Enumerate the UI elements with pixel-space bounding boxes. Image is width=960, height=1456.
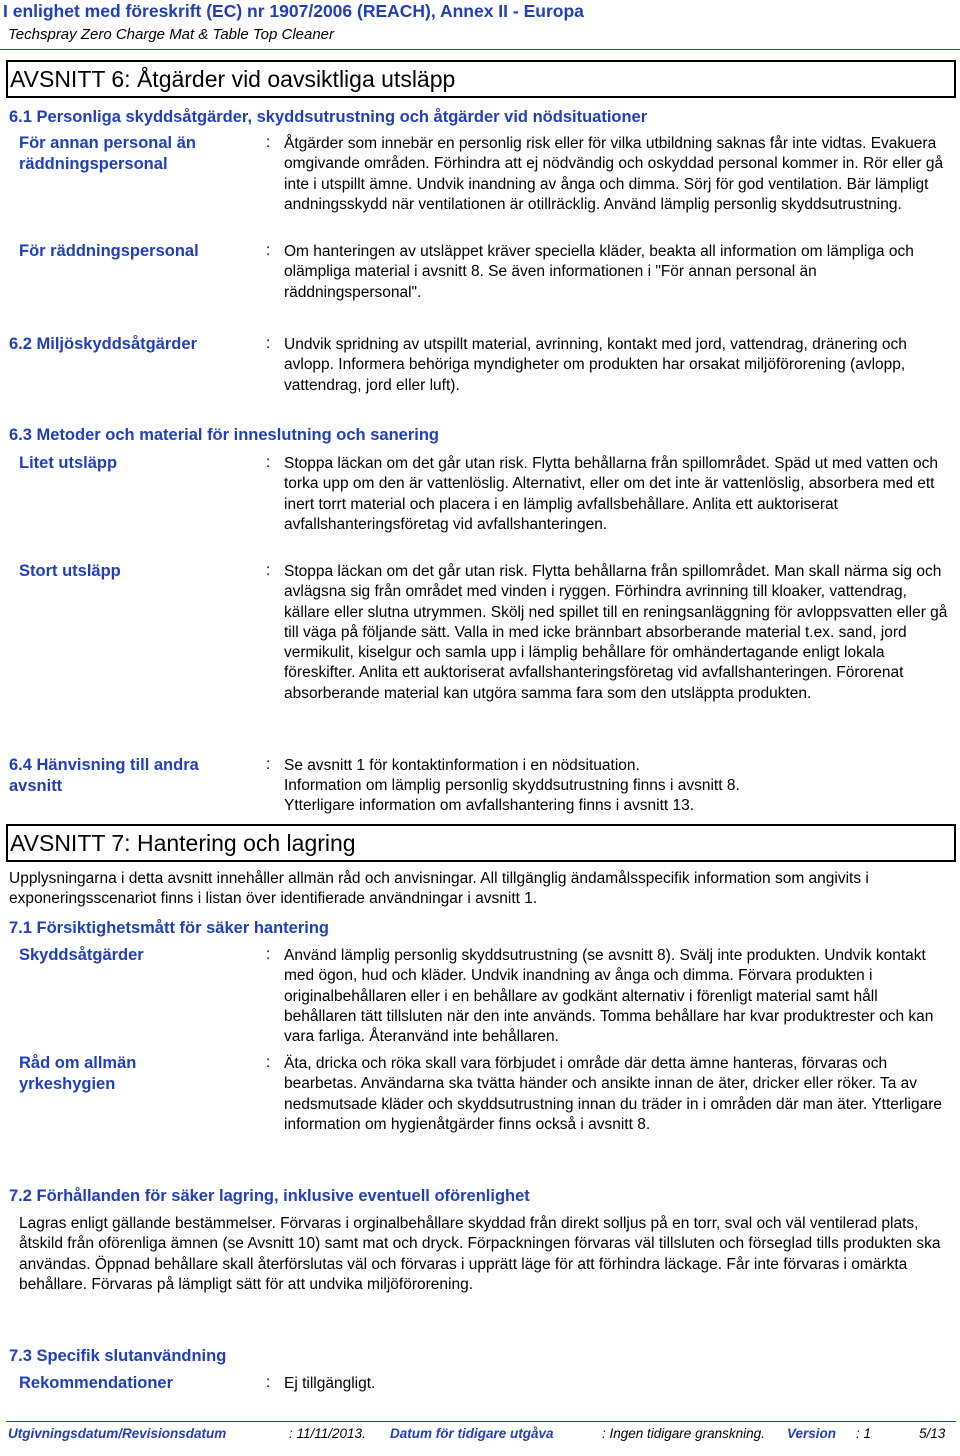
s72-text: Lagras enligt gällande bestämmelser. Förvaras i orginalbehållare skyddad från direkt solljus på en torr, sval och väl ventilerad plats, åtskild från oförenliga ämnen (se Avsnitt 10) samt mat och dryck. Förpackningen förvaras väl tillsluten och förseglad tills produkten ska användas. Öppnad behållare skall återförslutas väl och förvaras i upprätt läge för att förhindra läckage. Får inte förvaras i omärkta behållare. Förvaras på lämpligt sätt för att undvika miljöförorening. bbox=[19, 1215, 941, 1293]
colon: : bbox=[266, 562, 271, 579]
emergency-label: För räddningspersonal bbox=[19, 242, 199, 260]
document-header bbox=[0, 0, 960, 50]
large-spill-text: Stoppa läckan om det går utan risk. Flytta behållarna från spillområdet. Man skall närma sig och avlägsna sig från området med vinden i ryggen. Förhindra avrinning till kloaker, vattendrag, källare eller slutna utrymmen. Skölj ned spillet till en reningsanläggning för avloppsvatten eller gå till väga på följande sätt. Valla in med icke brännbart absorberande material t.ex. sand, jord vermikulit, kiselgur och samla upp i lämplig behållare för omhändertagande enligt lokala föreskifter. Anlita ett auktoriserat avfallshanteringsföretag vid avfallshanteringen. Förorenat absorberande material kan utgöra samma fara som den utsläppta produkten. bbox=[284, 563, 948, 702]
hygiene-label: Råd om allmän yrkeshygien bbox=[19, 1054, 137, 1093]
section-7-heading-box bbox=[6, 824, 956, 862]
non-emergency-text: Åtgärder som innebär en personlig risk eller för vilka utbildning saknas får inte vidtas. Evakuera omgivande områden. Förhindra att ej nödvändig och oskyddad personal kommer in. Rör eller gå inte i utspillt ämne. Undvik inandning av ånga och dimma. Sörj för god ventilation. Bär lämpligt andningsskydd när ventilationen är otillräcklig. Använd lämplig personlig skyddsutrustning. bbox=[284, 135, 944, 213]
footer-previous-value: : Ingen tidigare granskning. bbox=[602, 1426, 765, 1441]
footer-date-label: Utgivningsdatum/Revisionsdatum bbox=[8, 1426, 227, 1441]
s64-line-2: Information om lämplig personlig skyddsutrustning finns i avsnitt 8. bbox=[284, 777, 740, 794]
s62-text: Undvik spridning av utspillt material, avrinning, kontakt med jord, vattendrag, dränering och avlopp. Informera behöriga myndigheter om produkten har orsakat miljöförorening (avlopp, vattendrag, jord eller luft). bbox=[284, 336, 907, 394]
s71-title: 7.1 Försiktighetsmått för säker hantering bbox=[9, 919, 330, 937]
footer-page-number: 5/13 bbox=[919, 1426, 946, 1441]
footer-version-label: Version bbox=[787, 1426, 837, 1441]
colon: : bbox=[266, 134, 271, 151]
small-spill-text: Stoppa läckan om det går utan risk. Flytta behållarna från spillområdet. Späd ut med vatten och torka upp om den är vattenlöslig. Alternativt, eller om det inte är vattenlöslig, absorbera med ett inert torrt material och placera i en lämplig avfallsbehållare. Anlita ett auktoriserat avfallshanteringsföretag vid avfallshanteringen. bbox=[284, 455, 938, 533]
non-emergency-label: För annan personal än räddningspersonal bbox=[19, 134, 196, 173]
section-7-heading: AVSNITT 7: Hantering och lagring bbox=[10, 830, 356, 856]
recommendations-text: Ej tillgängligt. bbox=[284, 1375, 376, 1392]
small-spill-label: Litet utsläpp bbox=[19, 454, 118, 472]
s64-line-3: Ytterligare information om avfallshantering finns i avsnitt 13. bbox=[284, 797, 695, 814]
colon: : bbox=[266, 454, 271, 471]
footer-version-value: : 1 bbox=[856, 1426, 872, 1441]
s72-title: 7.2 Förhållanden för säker lagring, inklusive eventuell oförenlighet bbox=[9, 1187, 530, 1205]
recommendations-label: Rekommendationer bbox=[19, 1374, 174, 1392]
emergency-text: Om hanteringen av utsläppet kräver speciella kläder, beakta all information om lämpliga och olämpliga material i avsnitt 8. Se även informationen i "För annan personal än räddningspersonal". bbox=[284, 243, 914, 301]
product-name: Techspray Zero Charge Mat & Table Top Cleaner bbox=[8, 26, 335, 43]
colon: : bbox=[266, 335, 271, 352]
colon: : bbox=[266, 1054, 271, 1071]
s64-line-1: Se avsnitt 1 för kontaktinformation i en nödsituation. bbox=[284, 757, 640, 774]
s63-title: 6.3 Metoder och material för inneslutning och sanering bbox=[9, 426, 439, 444]
protective-measures-label: Skyddsåtgärder bbox=[19, 946, 144, 964]
section-7-intro: Upplysningarna i detta avsnitt innehåller allmän råd och anvisningar. All tillgänglig ändamålsspecifik information som angivits i exponeringsscenariot finns i listan över identifierade användningar i avsnitt 1. bbox=[9, 870, 869, 908]
footer-date-value: : 11/11/2013. bbox=[289, 1426, 366, 1441]
s73-title: 7.3 Specifik slutanvändning bbox=[9, 1347, 227, 1365]
header-divider bbox=[0, 49, 960, 50]
s64-label: 6.4 Hänvisning till andra avsnitt bbox=[9, 756, 199, 795]
hygiene-text: Äta, dricka och röka skall vara förbjudet i område där detta ämne hanteras, förvaras och bearbetas. Användarna ska tvätta händer och ansikte innan de äter, dricker eller röker. Ta av nedsmutsade kläder och skyddsutrustning innan du träder in i områden där man äter. Ytterligare information om hygienåtgärder finns också i avsnitt 8. bbox=[284, 1055, 942, 1133]
colon: : bbox=[266, 946, 271, 963]
large-spill-label: Stort utsläpp bbox=[19, 562, 121, 580]
protective-measures-text: Använd lämplig personlig skyddsutrustning (se avsnitt 8). Svälj inte produkten. Undvik kontakt med ögon, hud och kläder. Undvik inandning av ånga och dimma. Förvara produkten i originalbehållaren eller i en behållare av godkänt alternativ i förenligt material samt håll behållaren tätt tillsluten när den inte används. Tomma behållare har kvar produktrester och kan vara farliga. Återanvänd inte behållaren. bbox=[284, 947, 934, 1046]
regulation-title: I enlighet med föreskrift (EC) nr 1907/2006 (REACH), Annex II - Europa bbox=[3, 1, 584, 21]
colon: : bbox=[266, 756, 271, 773]
section-6-heading-box bbox=[6, 60, 956, 98]
section-6-heading: AVSNITT 6: Åtgärder vid oavsiktliga utsläpp bbox=[10, 66, 456, 92]
s62-label: 6.2 Miljöskyddsåtgärder bbox=[9, 335, 197, 353]
footer-divider bbox=[6, 1421, 956, 1422]
colon: : bbox=[266, 1374, 271, 1391]
footer-previous-label: Datum för tidigare utgåva bbox=[390, 1426, 554, 1441]
colon: : bbox=[266, 242, 271, 259]
s61-title: 6.1 Personliga skyddsåtgärder, skyddsutrustning och åtgärder vid nödsituationer bbox=[9, 108, 648, 126]
